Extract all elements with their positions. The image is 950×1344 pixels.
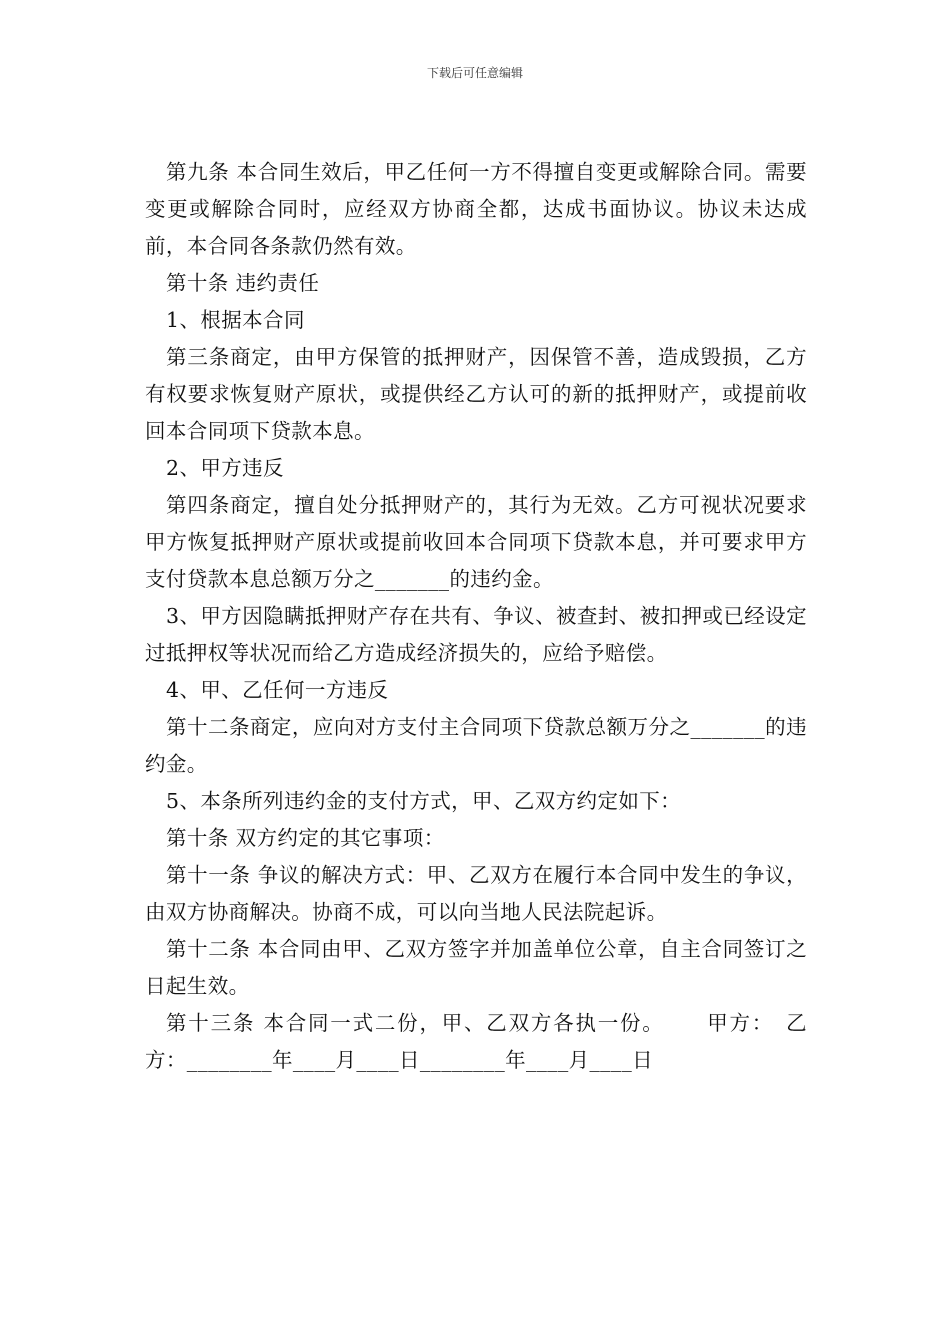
paragraph-article-10-heading: 第十条 违约责任 bbox=[166, 271, 320, 295]
paragraph-article-13-signature: 第十三条 本合同一式二份，甲、乙双方各执一份。 甲方： 乙方：________年____月____日________年____月____日 bbox=[145, 1011, 807, 1072]
paragraph-article-12-terms: 第十二条商定，应向对方支付主合同项下贷款总额万分之_______的违约金。 bbox=[145, 715, 807, 776]
paragraph-item-1: 1、根据本合同 bbox=[166, 308, 305, 332]
paragraph-item-2: 2、甲方违反 bbox=[166, 456, 284, 480]
paragraph-article-9: 第九条 本合同生效后，甲乙任何一方不得擅自变更或解除合同。需要变更或解除合同时，应经双方协商全都，达成书面协议。协议未达成前，本合同各条款仍然有效。 bbox=[145, 160, 807, 258]
paragraph-article-4-terms: 第四条商定，擅自处分抵押财产的，其行为无效。乙方可视状况要求甲方恢复抵押财产原状或提前收回本合同项下贷款本息，并可要求甲方支付贷款本息总额万分之_______的违约金。 bbox=[145, 493, 807, 591]
paragraph-other-matters: 第十条 双方约定的其它事项： bbox=[166, 826, 445, 850]
paragraph-item-4: 4、甲、乙任何一方违反 bbox=[166, 678, 389, 702]
document-body bbox=[145, 154, 807, 1079]
paragraph-article-12: 第十二条 本合同由甲、乙双方签字并加盖单位公章，自主合同签订之日起生效。 bbox=[145, 937, 807, 998]
paragraph-item-5: 5、本条所列违约金的支付方式，甲、乙双方约定如下： bbox=[166, 789, 682, 813]
paragraph-item-3: 3、甲方因隐瞒抵押财产存在共有、争议、被查封、被扣押或已经设定过抵押权等状况而给乙方造成经济损失的，应给予赔偿。 bbox=[145, 604, 807, 665]
paragraph-article-11: 第十一条 争议的解决方式：甲、乙双方在履行本合同中发生的争议，由双方协商解决。协商不成，可以向当地人民法院起诉。 bbox=[145, 863, 807, 924]
page-header-note: 下载后可任意编辑 bbox=[426, 66, 523, 80]
paragraph-article-3-terms: 第三条商定，由甲方保管的抵押财产，因保管不善，造成毁损，乙方有权要求恢复财产原状，或提供经乙方认可的新的抵押财产，或提前收回本合同项下贷款本息。 bbox=[145, 345, 807, 443]
